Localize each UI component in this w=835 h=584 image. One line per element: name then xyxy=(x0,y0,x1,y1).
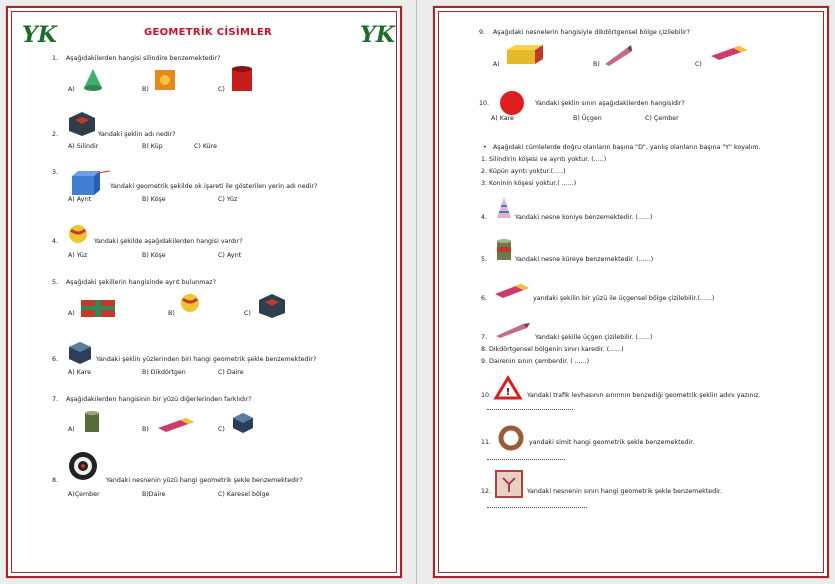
q8-option-b[interactable]: B)Daire xyxy=(142,491,166,498)
q8-text: Yandaki nesnenin yüzü hangi geometrik şekle benzemektedir? xyxy=(106,477,303,484)
q10-option-a[interactable]: A) Kare xyxy=(491,115,514,122)
q4-option-a[interactable]: A) Yüz xyxy=(68,252,88,259)
pencil-icon xyxy=(495,322,531,338)
box-with-arrow-icon xyxy=(68,170,112,196)
q8-option-a[interactable]: A)Çember xyxy=(68,491,100,498)
q6-option-c[interactable]: C) Daire xyxy=(218,369,244,376)
q1-text: Aşağıdakilerden hangisi silindire benzemektedir? xyxy=(66,55,221,62)
dartboard-icon xyxy=(68,451,98,481)
q1-option-c[interactable]: C) xyxy=(218,86,225,93)
s5-number: 5. xyxy=(481,256,488,263)
q2-number: 2. xyxy=(52,131,59,138)
q9-option-b[interactable]: B) xyxy=(593,61,600,68)
s4-text: Yandaki nesne koniye benzemektedir. (......) xyxy=(515,214,653,221)
q3-option-b[interactable]: B) Köşe xyxy=(142,196,166,203)
s7-number: 7. xyxy=(481,334,488,341)
yk-logo-left xyxy=(20,20,57,48)
q9-number: 9. xyxy=(479,29,486,36)
q5-option-b[interactable]: B) xyxy=(168,310,175,317)
q7-number: 7. xyxy=(52,396,59,403)
q7-option-b[interactable]: B) xyxy=(142,426,149,433)
blue-cube-icon xyxy=(68,341,92,365)
q4-option-b[interactable]: B) Köşe xyxy=(142,252,166,259)
bullet-icon: • xyxy=(483,144,487,151)
tf-statement-2: 2. Küpün ayrıtı yoktur.(.....) xyxy=(481,168,566,175)
cube-icon xyxy=(68,111,96,137)
can-icon xyxy=(82,410,102,434)
q6-option-b[interactable]: B) Dikdörtgen xyxy=(142,369,186,376)
party-hat-icon xyxy=(495,196,513,220)
eraser-icon xyxy=(709,44,749,62)
ball-icon xyxy=(180,293,200,313)
q3-option-a[interactable]: A) Ayrıt xyxy=(68,196,92,203)
cube-icon xyxy=(258,293,286,319)
q2-option-a[interactable]: A) Silindir xyxy=(68,143,99,150)
o12-text: Yandaki nesnenin sınırı hangi geometrik şekle benzemektedir. xyxy=(527,488,722,495)
q3-number: 3. xyxy=(52,169,59,176)
s7-text: Yandaki şekille üçgen çizilebilir. (......) xyxy=(535,334,653,341)
svg-text:!: ! xyxy=(505,387,511,398)
simit-ring-icon xyxy=(497,424,525,452)
tf-statement-1: 1. Silindirin köşesi ve ayrıtı yoktur. (.....) xyxy=(481,156,607,163)
worksheet-page-1 xyxy=(6,6,402,578)
yellow-box-icon xyxy=(505,44,545,66)
svg-text:YK: YK xyxy=(360,22,395,48)
red-circle-icon xyxy=(499,90,525,116)
framed-picture-icon xyxy=(495,470,523,498)
q5-text: Aşağıdaki şekillerin hangisinde ayrıt bulunmaz? xyxy=(66,279,216,286)
s4-number: 4. xyxy=(481,214,488,221)
o11-number: 11. xyxy=(481,439,492,446)
cylinder-box-icon xyxy=(230,65,254,93)
eraser-icon xyxy=(156,416,196,434)
q2-option-c[interactable]: C) Küre xyxy=(194,143,217,150)
s6-number: 6. xyxy=(481,295,488,302)
q1-option-a[interactable]: A) xyxy=(68,86,75,93)
q9-option-c[interactable]: C) xyxy=(695,61,702,68)
pencil-icon xyxy=(603,44,633,66)
q6-number: 6. xyxy=(52,356,59,363)
tf-statement-9: 9. Dairenin sınırı çemberdir. ( ......) xyxy=(481,358,590,365)
o12-number: 12. xyxy=(481,488,492,495)
ball-icon xyxy=(68,224,88,244)
warning-sign-icon xyxy=(495,377,521,399)
eraser-icon xyxy=(493,282,531,300)
o10-answer-line[interactable] xyxy=(487,404,573,410)
q5-option-c[interactable]: C) xyxy=(244,310,251,317)
svg-text:YK: YK xyxy=(22,22,57,48)
page-divider xyxy=(416,0,417,584)
yk-logo-right xyxy=(358,20,395,48)
instructions: Aşağıdaki cümlelerde doğru olanların başına "D", yanlış olanların başına "Y" koyalım. xyxy=(493,144,761,151)
q4-option-c[interactable]: C) Ayrıt xyxy=(218,252,242,259)
o12-answer-line[interactable] xyxy=(487,502,587,508)
blue-cube-icon xyxy=(232,412,254,434)
q7-option-a[interactable]: A) xyxy=(68,426,75,433)
o11-answer-line[interactable] xyxy=(487,454,565,460)
q7-option-c[interactable]: C) xyxy=(218,426,225,433)
gift-box-icon xyxy=(80,294,116,318)
o10-number: 10. xyxy=(481,392,492,399)
q9-text: Aşağıdaki nesnelerin hangisiyle dikdörtgensel bölge çizilebilir? xyxy=(493,29,690,36)
q4-number: 4. xyxy=(52,238,59,245)
tissue-box-icon xyxy=(154,69,176,91)
cone-icon xyxy=(82,68,104,92)
worksheet-page-2 xyxy=(433,6,829,578)
can-icon xyxy=(495,238,513,262)
q6-text: Yandaki şeklin yüzlerinden biri hangi geometrik şekle benzemektedir? xyxy=(96,356,317,363)
q7-text: Aşağıdakilerden hangisinin bir yüzü diğerlerinden farklıdır? xyxy=(66,396,252,403)
q3-option-c[interactable]: C) Yüz xyxy=(218,196,238,203)
q8-number: 8. xyxy=(52,477,59,484)
o11-text: yandaki simit hangi geometrik şekle benzemektedir. xyxy=(529,439,695,446)
q9-option-a[interactable]: A) xyxy=(493,61,500,68)
s5-text: Yandaki nesne küreye benzemektedir. (......) xyxy=(515,256,654,263)
q10-option-c[interactable]: C) Çember xyxy=(645,115,679,122)
q8-option-c[interactable]: C) Karesel bölge xyxy=(218,491,270,498)
q10-option-b[interactable]: B) Üçgen xyxy=(573,115,602,122)
q2-option-b[interactable]: B) Küp xyxy=(142,143,163,150)
q10-number: 10. xyxy=(479,100,490,107)
q6-option-a[interactable]: A) Kare xyxy=(68,369,91,376)
q5-number: 5. xyxy=(52,279,59,286)
q1-option-b[interactable]: B) xyxy=(142,86,149,93)
page-border xyxy=(11,11,397,573)
q10-text: Yandaki şeklin sınırı aşağıdakilerden hangisidir? xyxy=(535,100,685,107)
tf-statement-3: 3. Koninin köşesi yoktur.( ......) xyxy=(481,180,577,187)
o10-text: Yandaki trafik levhasının sınırının benzediği geometrik şeklin adını yazınız. xyxy=(527,392,761,399)
s6-text: yandaki şekilin bir yüzü ile üçgensel bölge çizilebilir.(......) xyxy=(533,295,715,302)
q3-text: Yandaki geometrik şekilde ok işareti ile gösterilen yerin adı nedir? xyxy=(110,183,318,190)
page-title: GEOMETRİK CİSİMLER xyxy=(143,27,273,38)
q4-text: Yandaki şekilde aşağıdakilerden hangisi vardır? xyxy=(94,238,243,245)
q5-option-a[interactable]: A) xyxy=(68,310,75,317)
q2-text: Yandaki şeklin adı nedir? xyxy=(98,131,176,138)
q1-number: 1. xyxy=(52,55,59,62)
tf-statement-8: 8. Dikdörtgensel bölgenin sınırı karedir. (......) xyxy=(481,346,624,353)
